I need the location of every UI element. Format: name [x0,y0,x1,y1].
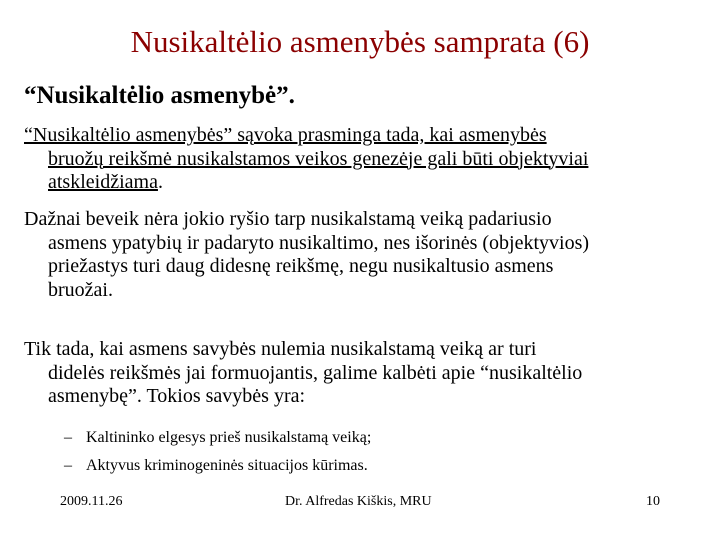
underlined-text: bruožų reikšmė nusikalstamos veikos genezėje gali būti objektyviai [48,147,589,170]
paragraph-line: priežastys turi daug didesnę reikšmę, negu nusikaltusio asmens [48,255,554,277]
paragraph-personality [24,338,582,409]
underlined-text: atskleidžiama [48,171,158,193]
dash-bullet-icon: – [64,457,72,474]
paragraph-line: Tik tada, kai asmens savybės nulemia nusikalstamą veiką ar turi [24,338,537,360]
paragraph-line: “Nusikaltėlio asmenybės” sąvoka prasminga tada, kai asmenybės [24,124,547,146]
paragraph-line: didelės reikšmės jai formuojantis, galime kalbėti apie “nusikaltėlio [48,361,583,384]
bullet-list [64,424,371,480]
dash-bullet-icon: – [64,429,72,446]
paragraph-line: asmenybę”. Tokios savybės yra: [48,385,306,407]
footer-author: Dr. Alfredas Kiškis, MRU [285,494,432,509]
list-item-text: Aktyvus kriminogeninės situacijos kūrimas. [86,457,368,474]
list-item [64,452,371,480]
slide-subtitle: “Nusikaltėlio asmenybė”. [24,82,295,109]
footer-date: 2009.11.26 [60,494,123,509]
paragraph-definition [24,124,588,195]
paragraph-line [24,148,588,172]
slide-title: Nusikaltėlio asmenybės samprata (6) [130,24,590,59]
paragraph-line: Dažnai beveik nėra jokio ryšio tarp nusikalstamą veiką padariusio [24,208,552,230]
paragraph-line: bruožai. [48,278,113,301]
list-item-text: Kaltininko elgesys prieš nusikalstamą veiką; [86,429,372,446]
period-text: . [157,171,163,193]
paragraph-no-connection [24,208,589,302]
list-item [64,424,371,452]
paragraph-line: asmens ypatybių ir padaryto nusikaltimo, nes išorinės (objektyvios) [48,231,590,254]
paragraph-line [24,171,588,195]
footer-page-number: 10 [646,494,660,509]
